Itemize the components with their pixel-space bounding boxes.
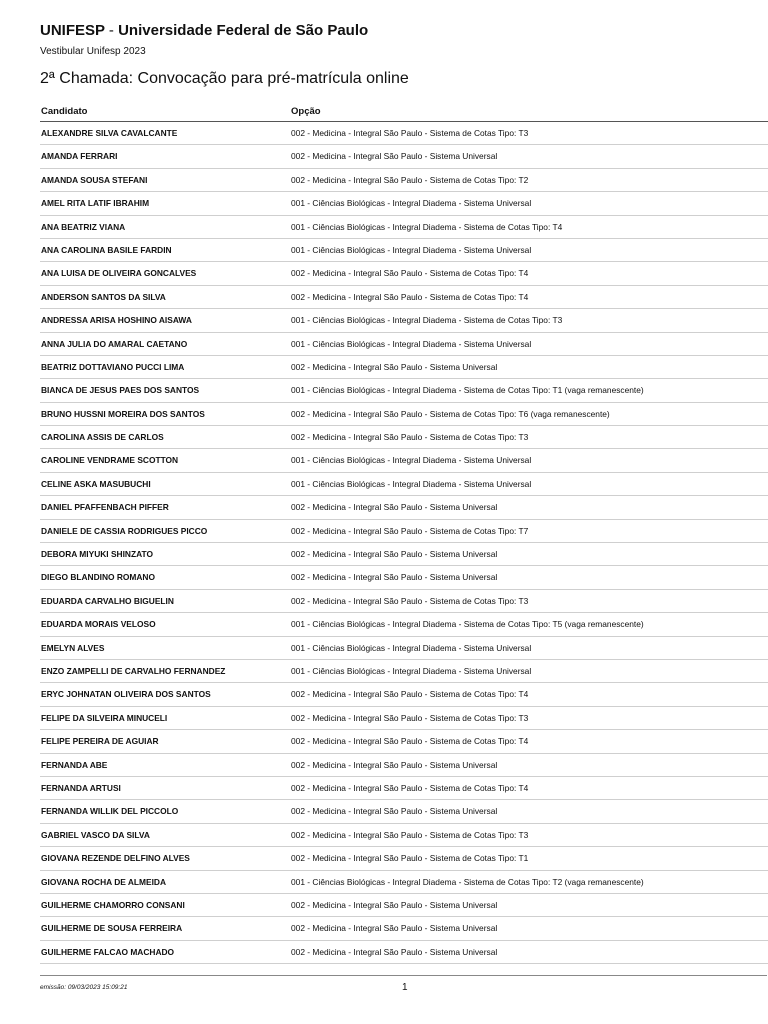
- candidate-option: 002 - Medicina - Integral São Paulo - Sistema Universal: [291, 549, 498, 560]
- candidate-option: 002 - Medicina - Integral São Paulo - Sistema de Cotas Tipo: T4: [291, 689, 529, 700]
- table-row: [40, 426, 768, 449]
- table-row: [40, 192, 768, 215]
- candidate-name: ANNA JULIA DO AMARAL CAETANO: [41, 338, 188, 349]
- candidate-name: AMEL RITA LATIF IBRAHIM: [41, 198, 150, 209]
- candidate-option: 002 - Medicina - Integral São Paulo - Sistema Universal: [291, 899, 498, 910]
- candidate-name: GABRIEL VASCO DA SILVA: [41, 829, 150, 840]
- candidate-option: 001 - Ciências Biológicas - Integral Diadema - Sistema Universal: [291, 198, 532, 209]
- candidate-option: 002 - Medicina - Integral São Paulo - Sistema de Cotas Tipo: T7: [291, 525, 529, 536]
- page-number: 1: [402, 982, 408, 993]
- table-row: [40, 122, 768, 145]
- table-row: [40, 356, 768, 379]
- candidate-option: 002 - Medicina - Integral São Paulo - Sistema de Cotas Tipo: T3: [291, 712, 529, 723]
- table-row: [40, 707, 768, 730]
- table-row: [40, 262, 768, 285]
- table-row: [40, 660, 768, 683]
- candidate-option: 002 - Medicina - Integral São Paulo - Sistema Universal: [291, 572, 498, 583]
- title-separator: -: [108, 22, 114, 39]
- candidate-name: BIANCA DE JESUS PAES DOS SANTOS: [41, 385, 200, 396]
- table-row: [40, 754, 768, 777]
- table-row: [40, 216, 768, 239]
- candidate-name: CAROLINE VENDRAME SCOTTON: [41, 455, 179, 466]
- candidate-option: 002 - Medicina - Integral São Paulo - Sistema de Cotas Tipo: T4: [291, 268, 529, 279]
- candidate-option: 001 - Ciências Biológicas - Integral Diadema - Sistema de Cotas Tipo: T3: [291, 315, 563, 326]
- candidate-name: GIOVANA REZENDE DELFINO ALVES: [41, 853, 190, 864]
- institution-full: Universidade Federal de São Paulo: [118, 22, 369, 39]
- table-row: [40, 683, 768, 706]
- candidate-name: GUILHERME FALCAO MACHADO: [41, 946, 175, 957]
- candidate-option: 001 - Ciências Biológicas - Integral Diadema - Sistema de Cotas Tipo: T1 (vaga remanescente): [291, 385, 644, 396]
- candidate-name: ANA CAROLINA BASILE FARDIN: [41, 244, 172, 255]
- candidate-name: ANDERSON SANTOS DA SILVA: [41, 291, 166, 302]
- footer-divider: [40, 975, 767, 976]
- table-row: [40, 847, 768, 870]
- candidate-option: 001 - Ciências Biológicas - Integral Diadema - Sistema Universal: [291, 244, 532, 255]
- table-row: [40, 917, 768, 940]
- candidate-name: FELIPE DA SILVEIRA MINUCELI: [41, 712, 168, 723]
- table-row: [40, 473, 768, 496]
- table-row: [40, 800, 768, 823]
- table-row: [40, 309, 768, 332]
- candidate-name: FELIPE PEREIRA DE AGUIAR: [41, 736, 159, 747]
- table-body: [40, 122, 768, 964]
- table-row: [40, 777, 768, 800]
- candidate-option: 001 - Ciências Biológicas - Integral Diadema - Sistema Universal: [291, 642, 532, 653]
- candidate-option: 002 - Medicina - Integral São Paulo - Sistema de Cotas Tipo: T6 (vaga remanescente): [291, 408, 610, 419]
- candidate-name: ANA BEATRIZ VIANA: [41, 221, 126, 232]
- table-row: [40, 590, 768, 613]
- candidate-option: 002 - Medicina - Integral São Paulo - Sistema de Cotas Tipo: T4: [291, 736, 529, 747]
- table-row: [40, 520, 768, 543]
- table-header: [40, 103, 768, 122]
- candidate-option: 002 - Medicina - Integral São Paulo - Sistema Universal: [291, 361, 498, 372]
- candidate-option: 002 - Medicina - Integral São Paulo - Sistema de Cotas Tipo: T3: [291, 432, 529, 443]
- candidate-name: ERYC JOHNATAN OLIVEIRA DOS SANTOS: [41, 689, 211, 700]
- column-header-candidato: Candidato: [41, 106, 88, 117]
- candidate-name: DIEGO BLANDINO ROMANO: [41, 572, 155, 583]
- candidate-option: 002 - Medicina - Integral São Paulo - Sistema de Cotas Tipo: T2: [291, 174, 529, 185]
- candidate-option: 002 - Medicina - Integral São Paulo - Sistema de Cotas Tipo: T4: [291, 782, 529, 793]
- table-row: [40, 730, 768, 753]
- table-row: [40, 496, 768, 519]
- candidate-option: 002 - Medicina - Integral São Paulo - Sistema de Cotas Tipo: T3: [291, 128, 529, 138]
- candidate-name: ANA LUISA DE OLIVEIRA GONCALVES: [41, 268, 197, 279]
- table-row: [40, 379, 768, 402]
- candidate-option: 002 - Medicina - Integral São Paulo - Sistema Universal: [291, 806, 498, 817]
- table-row: [40, 871, 768, 894]
- table-row: [40, 824, 768, 847]
- candidate-option: 001 - Ciências Biológicas - Integral Diadema - Sistema de Cotas Tipo: T4: [291, 221, 563, 232]
- candidate-option: 002 - Medicina - Integral São Paulo - Sistema de Cotas Tipo: T1: [291, 853, 529, 864]
- candidate-name: CAROLINA ASSIS DE CARLOS: [41, 432, 164, 443]
- candidate-name: DANIELE DE CASSIA RODRIGUES PICCO: [41, 525, 208, 536]
- candidate-name: AMANDA FERRARI: [41, 151, 118, 162]
- table-row: [40, 169, 768, 192]
- candidate-option: 002 - Medicina - Integral São Paulo - Sistema Universal: [291, 923, 498, 934]
- candidate-option: 001 - Ciências Biológicas - Integral Diadema - Sistema de Cotas Tipo: T2 (vaga remanescente): [291, 876, 644, 887]
- candidate-name: GUILHERME DE SOUSA FERREIRA: [41, 923, 183, 934]
- candidate-name: DEBORA MIYUKI SHINZATO: [41, 549, 153, 560]
- candidate-name: ANDRESSA ARISA HOSHINO AISAWA: [41, 315, 192, 326]
- candidate-name: EDUARDA CARVALHO BIGUELIN: [41, 595, 174, 606]
- emission-timestamp: emissão: 09/03/2023 15:09:21: [40, 984, 128, 991]
- candidate-option: 001 - Ciências Biológicas - Integral Diadema - Sistema Universal: [291, 455, 532, 466]
- candidate-option: 002 - Medicina - Integral São Paulo - Sistema Universal: [291, 502, 498, 513]
- table-row: [40, 286, 768, 309]
- candidate-option: 001 - Ciências Biológicas - Integral Diadema - Sistema Universal: [291, 665, 532, 676]
- page-subtitle: Vestibular Unifesp 2023: [40, 46, 146, 57]
- candidate-name: FERNANDA ABE: [41, 759, 108, 770]
- page-title: [40, 22, 368, 39]
- candidate-name: BRUNO HUSSNI MOREIRA DOS SANTOS: [41, 408, 205, 419]
- table-row: [40, 566, 768, 589]
- candidate-name: EDUARDA MORAIS VELOSO: [41, 619, 156, 630]
- table-row: [40, 403, 768, 426]
- column-header-opcao: Opção: [291, 106, 321, 117]
- candidate-name: GIOVANA ROCHA DE ALMEIDA: [41, 876, 167, 887]
- candidate-option: 002 - Medicina - Integral São Paulo - Sistema de Cotas Tipo: T4: [291, 291, 529, 302]
- table-row: [40, 637, 768, 660]
- table-row: [40, 333, 768, 356]
- candidate-name: AMANDA SOUSA STEFANI: [41, 174, 148, 185]
- candidate-name: CELINE ASKA MASUBUCHI: [41, 478, 151, 489]
- section-heading: 2ª Chamada: Convocação para pré-matrícula online: [40, 70, 409, 87]
- candidate-name: FERNANDA ARTUSI: [41, 782, 121, 793]
- candidate-name: DANIEL PFAFFENBACH PIFFER: [41, 502, 169, 513]
- candidate-option: 002 - Medicina - Integral São Paulo - Sistema de Cotas Tipo: T3: [291, 829, 529, 840]
- candidate-option: 001 - Ciências Biológicas - Integral Diadema - Sistema Universal: [291, 338, 532, 349]
- table-row: [40, 543, 768, 566]
- candidate-option: 002 - Medicina - Integral São Paulo - Sistema Universal: [291, 946, 498, 957]
- institution-short: UNIFESP: [40, 22, 105, 39]
- candidate-option: 002 - Medicina - Integral São Paulo - Sistema Universal: [291, 759, 498, 770]
- table-row: [40, 145, 768, 168]
- candidates-table: [40, 103, 768, 964]
- candidate-option: 001 - Ciências Biológicas - Integral Diadema - Sistema Universal: [291, 478, 532, 489]
- table-row: [40, 449, 768, 472]
- candidate-name: ALEXANDRE SILVA CAVALCANTE: [41, 128, 178, 138]
- candidate-option: 002 - Medicina - Integral São Paulo - Sistema Universal: [291, 151, 498, 162]
- table-row: [40, 239, 768, 262]
- table-row: [40, 894, 768, 917]
- candidate-option: 001 - Ciências Biológicas - Integral Diadema - Sistema de Cotas Tipo: T5 (vaga remanescente): [291, 619, 644, 630]
- candidate-name: BEATRIZ DOTTAVIANO PUCCI LIMA: [41, 361, 185, 372]
- candidate-name: FERNANDA WILLIK DEL PICCOLO: [41, 806, 179, 817]
- candidate-option: 002 - Medicina - Integral São Paulo - Sistema de Cotas Tipo: T3: [291, 595, 529, 606]
- table-row: [40, 613, 768, 636]
- candidate-name: EMELYN ALVES: [41, 642, 105, 653]
- table-row: [40, 941, 768, 964]
- candidate-name: GUILHERME CHAMORRO CONSANI: [41, 899, 185, 910]
- candidate-name: ENZO ZAMPELLI DE CARVALHO FERNANDEZ: [41, 665, 226, 676]
